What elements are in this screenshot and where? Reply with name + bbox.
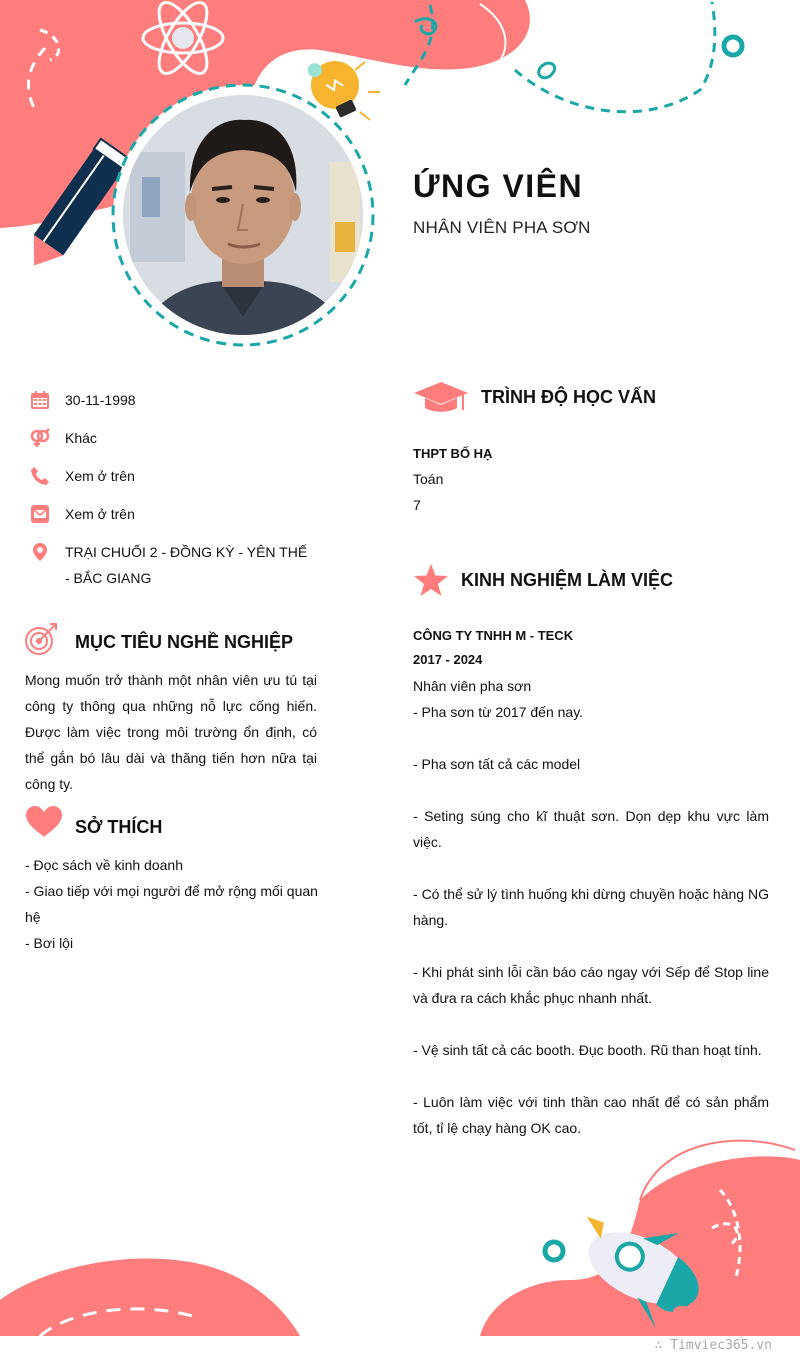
detail-item: - Luôn làm việc với tinh thần cao nhất để có sản phẩm tốt, tỉ lệ chạy hàng OK cao. <box>413 1094 769 1136</box>
experience-title: KINH NGHIỆM LÀM VIỆC <box>461 570 674 590</box>
gender-text: Khác <box>65 430 97 446</box>
phone-text: Xem ở trên <box>65 468 135 484</box>
target-icon <box>24 622 58 656</box>
hobby-item: - Đọc sách về kinh doanh <box>25 857 183 873</box>
objective-title: MỤC TIÊU NGHỀ NGHIỆP <box>75 632 294 652</box>
hobby-item: - Bơi lội <box>25 935 74 951</box>
detail-item: - Có thể sử lý tình huống khi dừng chuyền hoặc hàng NG hàng. <box>413 886 769 928</box>
detail-item: - Vệ sinh tất cả các booth. Đục booth. Rũ than hoạt tính. <box>413 1042 762 1058</box>
education-title: TRÌNH ĐỘ HỌC VẤN <box>481 387 656 407</box>
email-icon <box>30 504 50 524</box>
detail-item: - Khi phát sinh lỗi cần báo cáo ngay với Sếp để Stop line và đưa ra cách khắc phục nhanh nhất. <box>413 964 769 1006</box>
graduation-cap-icon <box>413 380 469 414</box>
detail-item: - Seting súng cho kĩ thuật sơn. Dọn dẹp khu vực làm việc. <box>413 808 769 850</box>
email-text: Xem ở trên <box>65 506 135 522</box>
detail-item: - Pha sơn từ 2017 đến nay. <box>413 704 584 720</box>
job-title: NHÂN VIÊN PHA SƠN <box>413 218 591 237</box>
avatar <box>110 82 376 348</box>
contact-gender <box>30 428 315 451</box>
contact-address <box>30 542 315 591</box>
calendar-icon <box>30 390 50 410</box>
objective-text: Mong muốn trở thành một nhân viên ưu tú tại công ty thông qua những nỗ lực cống hiến. Được làm việc trong môi trường ổn định, có thể gắn bó lâu dài và thăng tiến hơn nữa tại công ty. <box>25 672 317 792</box>
hobbies-title: SỞ THÍCH <box>75 817 163 837</box>
heart-icon <box>25 806 63 838</box>
contact-birthday <box>30 390 315 413</box>
watermark: ∴ Timviec365.vn <box>654 1338 772 1353</box>
contact-email <box>30 504 315 527</box>
school-name: THPT BỐ HẠ <box>413 446 493 461</box>
address-text: TRẠI CHUỐI 2 - ĐỒNG KỲ - YÊN THẾ - BẮC GIANG <box>65 544 308 586</box>
star-icon <box>413 563 449 597</box>
hobby-item: - Giao tiếp với mọi người để mở rộng mối quan hệ <box>25 883 318 925</box>
location-icon <box>30 542 50 562</box>
work-period: 2017 - 2024 <box>413 652 483 667</box>
school-grade: 7 <box>413 497 421 513</box>
work-details <box>413 699 769 1141</box>
bottom-left-blob <box>0 1258 300 1336</box>
company-name: CÔNG TY TNHH M - TECK <box>413 628 574 643</box>
birthday-text: 30-11-1998 <box>65 392 136 408</box>
gender-icon <box>30 428 50 448</box>
candidate-name: ỨNG VIÊN <box>413 168 584 204</box>
phone-icon <box>30 466 50 486</box>
work-role: Nhân viên pha sơn <box>413 678 532 694</box>
school-major: Toán <box>413 471 444 487</box>
detail-item: - Pha sơn tất cả các model <box>413 756 581 772</box>
contact-phone <box>30 466 315 489</box>
hobbies-list <box>25 852 320 956</box>
